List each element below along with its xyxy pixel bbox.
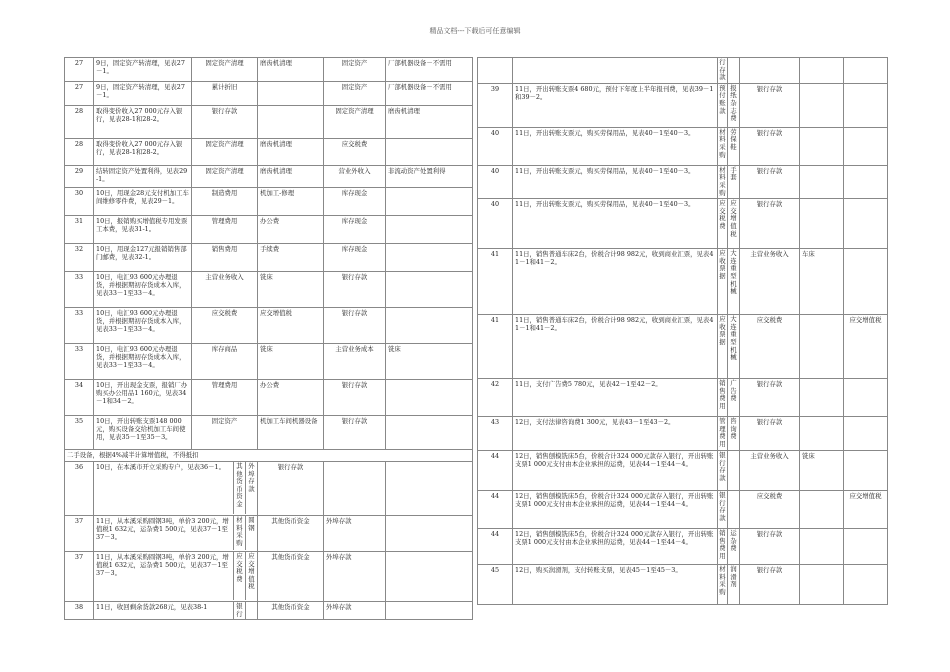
- table-cell: 管理费用: [192, 380, 258, 416]
- table-row: [65, 82, 473, 106]
- table-cell: 润滑剂: [728, 565, 740, 605]
- table-row: [65, 462, 473, 516]
- table-cell: 报纸杂志费: [728, 83, 740, 127]
- table-cell: 应交税费: [740, 491, 800, 529]
- table-cell: 取得变价收入27 000元存入银行，见表28-1和28-2。: [94, 106, 192, 139]
- table-cell: [800, 417, 844, 451]
- table-cell: 咨询费: [728, 417, 740, 451]
- entry-description: 11日，从本溪采购圆钢3吨，单价3 200元，增值税1 632元，运杂费1 500元，见表37－1至37－3。: [94, 516, 234, 550]
- table-cell: 10日，开出转账支票148 000元，购买设备交给机加工车间使用，见表35－1至35－3。: [94, 416, 192, 450]
- table-cell: 12日，购买润滑剂，支付转账支票，见表45－1至45－3。: [513, 565, 718, 605]
- table-cell: [386, 308, 473, 344]
- subaccount-vertical: 外埠存款: [248, 462, 255, 493]
- table-row: [65, 516, 473, 552]
- table-cell: 材料采购: [718, 165, 728, 198]
- table-cell: 12日，销售刨模铣床5台，价税合计324 000元款存入银行，开出转账支票1 000元支付由本企业承担的运费，见表44－1至44－4。: [513, 451, 718, 491]
- table-cell: 车床: [800, 249, 844, 315]
- entry-description: 11日，从本溪采购圆钢3吨，单价3 200元，增值税1 632元，运杂费1 500元，见表37－1至37－3。: [94, 552, 234, 600]
- table-cell: 库存现金: [324, 216, 386, 244]
- table-cell: [800, 165, 844, 198]
- table-row: [65, 602, 473, 620]
- table-cell: 银行存款: [718, 451, 728, 491]
- table-row: [65, 416, 473, 450]
- table-cell: [728, 491, 740, 529]
- table-cell: 库存现金: [324, 188, 386, 216]
- table-cell: 40: [478, 165, 513, 198]
- table-row: [65, 106, 473, 139]
- table-cell: 10日，电汇93 600元办理退货，并根据期初存货成本入库，见表33－1至33－4。: [94, 344, 192, 380]
- table-cell: [258, 82, 324, 106]
- table-cell: 40: [478, 199, 513, 249]
- table-row: [478, 417, 888, 451]
- table-row: [65, 216, 473, 244]
- table-cell: 其他货币资金: [258, 552, 324, 602]
- table-cell: [478, 58, 513, 84]
- table-cell: [844, 127, 888, 165]
- table-cell: 10日，电汇93 600元办理退货，并根据期初存货成本入库，见表33－1至33－4。: [94, 272, 192, 308]
- table-cell: [800, 315, 844, 379]
- table-cell: 铣床: [258, 272, 324, 308]
- table-cell: 银行存款: [740, 83, 800, 127]
- table-row: [478, 451, 888, 491]
- table-row: [65, 139, 473, 166]
- table-cell: 银行存款: [324, 272, 386, 308]
- table-cell: 44: [478, 491, 513, 529]
- table-row: [65, 244, 473, 272]
- table-row: [65, 380, 473, 416]
- table-cell: 9日，固定资产转清理，见表27－1。: [94, 82, 192, 106]
- table-cell: 办公费: [258, 380, 324, 416]
- table-cell: 银行存款: [740, 199, 800, 249]
- table-cell: [740, 58, 800, 84]
- table-cell: [844, 58, 888, 84]
- table-cell: 材料采购: [718, 127, 728, 165]
- table-cell: 11日，开出转账支票元，购买劳保用品，见表40－1至40－3。: [513, 165, 718, 198]
- table-cell: [386, 139, 473, 166]
- table-cell: [844, 565, 888, 605]
- table-cell: 37: [65, 516, 94, 552]
- table-cell: 应交增值税: [728, 199, 740, 249]
- table-cell: [844, 379, 888, 417]
- table-cell: [800, 491, 844, 529]
- table-cell: 大连重型机械: [728, 249, 740, 315]
- empty-cell: [386, 462, 473, 516]
- table-cell: [800, 199, 844, 249]
- table-cell: 应收票据: [718, 249, 728, 315]
- table-cell: 11日，开出转账支票元，购买劳保用品，见表40－1至40－3。: [513, 127, 718, 165]
- table-cell: 行存款: [718, 58, 728, 84]
- table-cell: 9日，固定资产转清理，见表27－1。: [94, 58, 192, 82]
- entry-description: 10日，在本溪市开立采购专户，见表36－1。: [94, 462, 234, 514]
- table-cell: [386, 416, 473, 450]
- table-cell: 银行存款: [718, 491, 728, 529]
- table-row: [478, 199, 888, 249]
- account-vertical: 银行: [234, 602, 246, 619]
- table-cell: 28: [65, 139, 94, 166]
- table-row: [478, 83, 888, 127]
- table-cell: 银行存款: [324, 416, 386, 450]
- table-cell: 制造费用: [192, 188, 258, 216]
- table-cell: 固定资产: [324, 82, 386, 106]
- table-row: [478, 58, 888, 84]
- table-cell: 材料采购: [718, 565, 728, 605]
- table-cell: [844, 199, 888, 249]
- table-cell: 磨齿机清理: [258, 139, 324, 166]
- table-cell: [844, 165, 888, 198]
- account-vertical: 其他货币资金: [234, 462, 246, 514]
- table-cell: 银行存款: [740, 165, 800, 198]
- table-row: [65, 552, 473, 602]
- table-cell: 外埠存款: [324, 602, 386, 620]
- table-cell: [844, 249, 888, 315]
- table-cell: 12日，销售刨模铣床5台，价税合计324 000元款存入银行，开出转账支票1 000元支付由本企业承担的运费，见表44－1至44－4。: [513, 491, 718, 529]
- table-cell: 厂部机器设备－不需用: [386, 58, 473, 82]
- table-cell: 其他货币资金: [258, 602, 324, 620]
- table-cell: [800, 529, 844, 565]
- table-cell: 银行存款: [324, 380, 386, 416]
- table-cell: 固定资产: [192, 416, 258, 450]
- table-cell: 固定资产清理: [324, 106, 386, 139]
- page-header: 精品文档---下载后可任意编辑: [429, 27, 521, 35]
- table-row: [65, 450, 473, 462]
- table-cell: 铣床: [386, 344, 473, 380]
- table-cell: 销售费用: [718, 529, 728, 565]
- table-cell: [728, 451, 740, 491]
- table-cell: 二手设备，根据4%减半计算增值税，不得抵扣: [65, 450, 473, 462]
- table-cell: 33: [65, 308, 94, 344]
- table-row: [478, 529, 888, 565]
- table-cell: 应收票据: [718, 315, 728, 379]
- table-cell: 10日，电汇93 600元办理退货，并根据期初存货成本入库，见表33－1至33－4。: [94, 308, 192, 344]
- table-cell: 38: [65, 602, 94, 620]
- table-cell: [800, 379, 844, 417]
- table-cell: 库存现金: [324, 244, 386, 272]
- table-cell: 取得变价收入27 000元存入银行，见表28-1和28-2。: [94, 139, 192, 166]
- table-cell: [324, 462, 386, 516]
- table-cell: 11日，开出转账支票元，购买劳保用品，见表40－1至40－3。: [513, 199, 718, 249]
- table-cell: 外埠存款: [324, 516, 386, 552]
- table-cell: 广告费: [728, 379, 740, 417]
- table-cell: 非流动资产处置利得: [386, 166, 473, 188]
- table-row: [478, 165, 888, 198]
- table-cell: 银行存款: [740, 529, 800, 565]
- table-cell: 应交增值税: [258, 308, 324, 344]
- table-cell: 管理费用: [192, 216, 258, 244]
- table-cell: 管理费用: [718, 417, 728, 451]
- table-cell: [844, 451, 888, 491]
- table-cell: 磨齿机清理: [386, 106, 473, 139]
- table-cell: 销售费用: [192, 244, 258, 272]
- table-cell: 铣床: [258, 344, 324, 380]
- table-cell: 44: [478, 451, 513, 491]
- table-cell: 29: [65, 166, 94, 188]
- table-cell: 10日，用现金127元报销销售部门邮费，见表32-1。: [94, 244, 192, 272]
- table-cell: 销售费用: [718, 379, 728, 417]
- table-cell: [728, 58, 740, 84]
- table-cell: 11日，销售普通车床2台，价税合计98 982元，收到商业汇票，见表41－1和41－2。: [513, 249, 718, 315]
- table-cell: 银行存款: [740, 565, 800, 605]
- table-cell: 银行存款: [740, 417, 800, 451]
- table-row: [478, 565, 888, 605]
- table-cell: 44: [478, 529, 513, 565]
- table-row: [65, 308, 473, 344]
- table-cell: 40: [478, 127, 513, 165]
- table-cell: [386, 188, 473, 216]
- table-cell: 固定资产清理: [192, 58, 258, 82]
- table-cell: 结转固定资产处置利得，见表29-1。: [94, 166, 192, 188]
- table-cell: 43: [478, 417, 513, 451]
- table-row: [65, 344, 473, 380]
- entry-description: 11日，收回剩余货款268元，见表38-1: [94, 602, 234, 619]
- table-cell: 28: [65, 106, 94, 139]
- table-cell: 固定资产: [324, 58, 386, 82]
- table-cell: 固定资产清理: [192, 139, 258, 166]
- empty-cell: [386, 552, 473, 602]
- table-cell: [513, 58, 718, 84]
- table-row: [65, 58, 473, 82]
- table-row: [65, 188, 473, 216]
- table-cell: 主营业务收入: [740, 451, 800, 491]
- table-cell: 手续费: [258, 244, 324, 272]
- left-journal-table: [64, 57, 473, 620]
- subaccount-vertical: 圆钢: [248, 516, 255, 532]
- table-cell: 10日，报销购买增值税专用发票工本费，见表31-1。: [94, 216, 192, 244]
- table-cell: 手套: [728, 165, 740, 198]
- table-cell: [844, 417, 888, 451]
- table-row: [65, 272, 473, 308]
- table-cell: 银行存款: [740, 127, 800, 165]
- table-cell: [800, 58, 844, 84]
- table-cell: 12日，销售刨模铣床5台，价税合计324 000元款存入银行，开出转账支票1 000元支付由本企业承担的运费，见表44－1至44－4。: [513, 529, 718, 565]
- table-cell: 11日，销售普通车床2台，价税合计98 982元，收到商业汇票，见表41－1和41－2。: [513, 315, 718, 379]
- table-cell: 37: [65, 552, 94, 602]
- table-cell: 营业外收入: [324, 166, 386, 188]
- table-row: [478, 249, 888, 315]
- table-cell: 31: [65, 216, 94, 244]
- table-cell: 劳保鞋: [728, 127, 740, 165]
- table-cell: 库存商品: [192, 344, 258, 380]
- table-cell: 办公费: [258, 216, 324, 244]
- split-cell: [94, 516, 258, 552]
- split-cell: [94, 552, 258, 602]
- subaccount-vertical: 应交增值税: [248, 552, 255, 591]
- table-cell: [386, 244, 473, 272]
- table-cell: [386, 380, 473, 416]
- table-cell: [844, 529, 888, 565]
- table-cell: 银行存款: [258, 462, 324, 516]
- table-cell: 10日，用现金28元支付机加工车间维修零件费，见表29－1。: [94, 188, 192, 216]
- table-cell: 大连重型机械: [728, 315, 740, 379]
- table-row: [478, 491, 888, 529]
- table-cell: 41: [478, 249, 513, 315]
- table-cell: 厂部机器设备－不需用: [386, 82, 473, 106]
- right-journal-table: [477, 57, 888, 605]
- table-cell: 30: [65, 188, 94, 216]
- table-cell: 外埠存款: [324, 552, 386, 602]
- table-cell: [844, 83, 888, 127]
- table-cell: 机加工-修理: [258, 188, 324, 216]
- split-cell: [94, 602, 258, 620]
- table-cell: 磨齿机清理: [258, 166, 324, 188]
- table-cell: 42: [478, 379, 513, 417]
- table-cell: 主营业务收入: [192, 272, 258, 308]
- table-cell: 磨齿机清理: [258, 58, 324, 82]
- table-cell: 机加工车间机器设备: [258, 416, 324, 450]
- table-row: [478, 315, 888, 379]
- table-cell: [386, 216, 473, 244]
- table-cell: 主营业务收入: [740, 249, 800, 315]
- table-cell: 银行存款: [324, 308, 386, 344]
- table-cell: 应交税费: [718, 199, 728, 249]
- table-cell: 银行存款: [192, 106, 258, 139]
- table-cell: [800, 83, 844, 127]
- table-cell: 32: [65, 244, 94, 272]
- table-cell: 33: [65, 344, 94, 380]
- table-cell: 铣床: [800, 451, 844, 491]
- table-row: [478, 379, 888, 417]
- table-cell: 33: [65, 272, 94, 308]
- empty-cell: [386, 516, 473, 552]
- table-cell: [800, 127, 844, 165]
- account-vertical: 应交税费: [234, 552, 246, 600]
- account-vertical: 材料采购: [234, 516, 246, 550]
- table-cell: 11日，开出转账支票4 680元，预付下年度上半年报刊费，见表39－1和39－2。: [513, 83, 718, 127]
- table-cell: 其他货币资金: [258, 516, 324, 552]
- table-cell: [386, 272, 473, 308]
- table-cell: 12日，支付法律咨询费1 300元，见表43－1至43－2。: [513, 417, 718, 451]
- table-cell: 36: [65, 462, 94, 516]
- table-cell: 应交税费: [740, 315, 800, 379]
- table-row: [478, 127, 888, 165]
- subaccount-vertical: [246, 602, 257, 619]
- table-cell: 应交增值税: [844, 315, 888, 379]
- table-cell: [258, 106, 324, 139]
- table-cell: 应交税费: [324, 139, 386, 166]
- table-cell: 45: [478, 565, 513, 605]
- table-cell: 主营业务成本: [324, 344, 386, 380]
- table-cell: 34: [65, 380, 94, 416]
- table-cell: 累计折旧: [192, 82, 258, 106]
- split-cell: [94, 462, 258, 516]
- table-cell: 11日，支付广告费5 780元，见表42－1至42－2。: [513, 379, 718, 417]
- table-cell: 27: [65, 82, 94, 106]
- table-cell: 运杂费: [728, 529, 740, 565]
- empty-cell: [386, 602, 473, 620]
- table-row: [65, 166, 473, 188]
- table-cell: 应交税费: [192, 308, 258, 344]
- table-cell: 固定资产清理: [192, 166, 258, 188]
- table-cell: 27: [65, 58, 94, 82]
- table-cell: 35: [65, 416, 94, 450]
- table-cell: [800, 565, 844, 605]
- table-cell: 银行存款: [740, 379, 800, 417]
- table-cell: 39: [478, 83, 513, 127]
- table-cell: 10日，开出现金支票，报销厂办购买办公用品1 160元，见表34－1和34－2。: [94, 380, 192, 416]
- table-cell: 41: [478, 315, 513, 379]
- table-cell: 应交增值税: [844, 491, 888, 529]
- table-cell: 预付账款: [718, 83, 728, 127]
